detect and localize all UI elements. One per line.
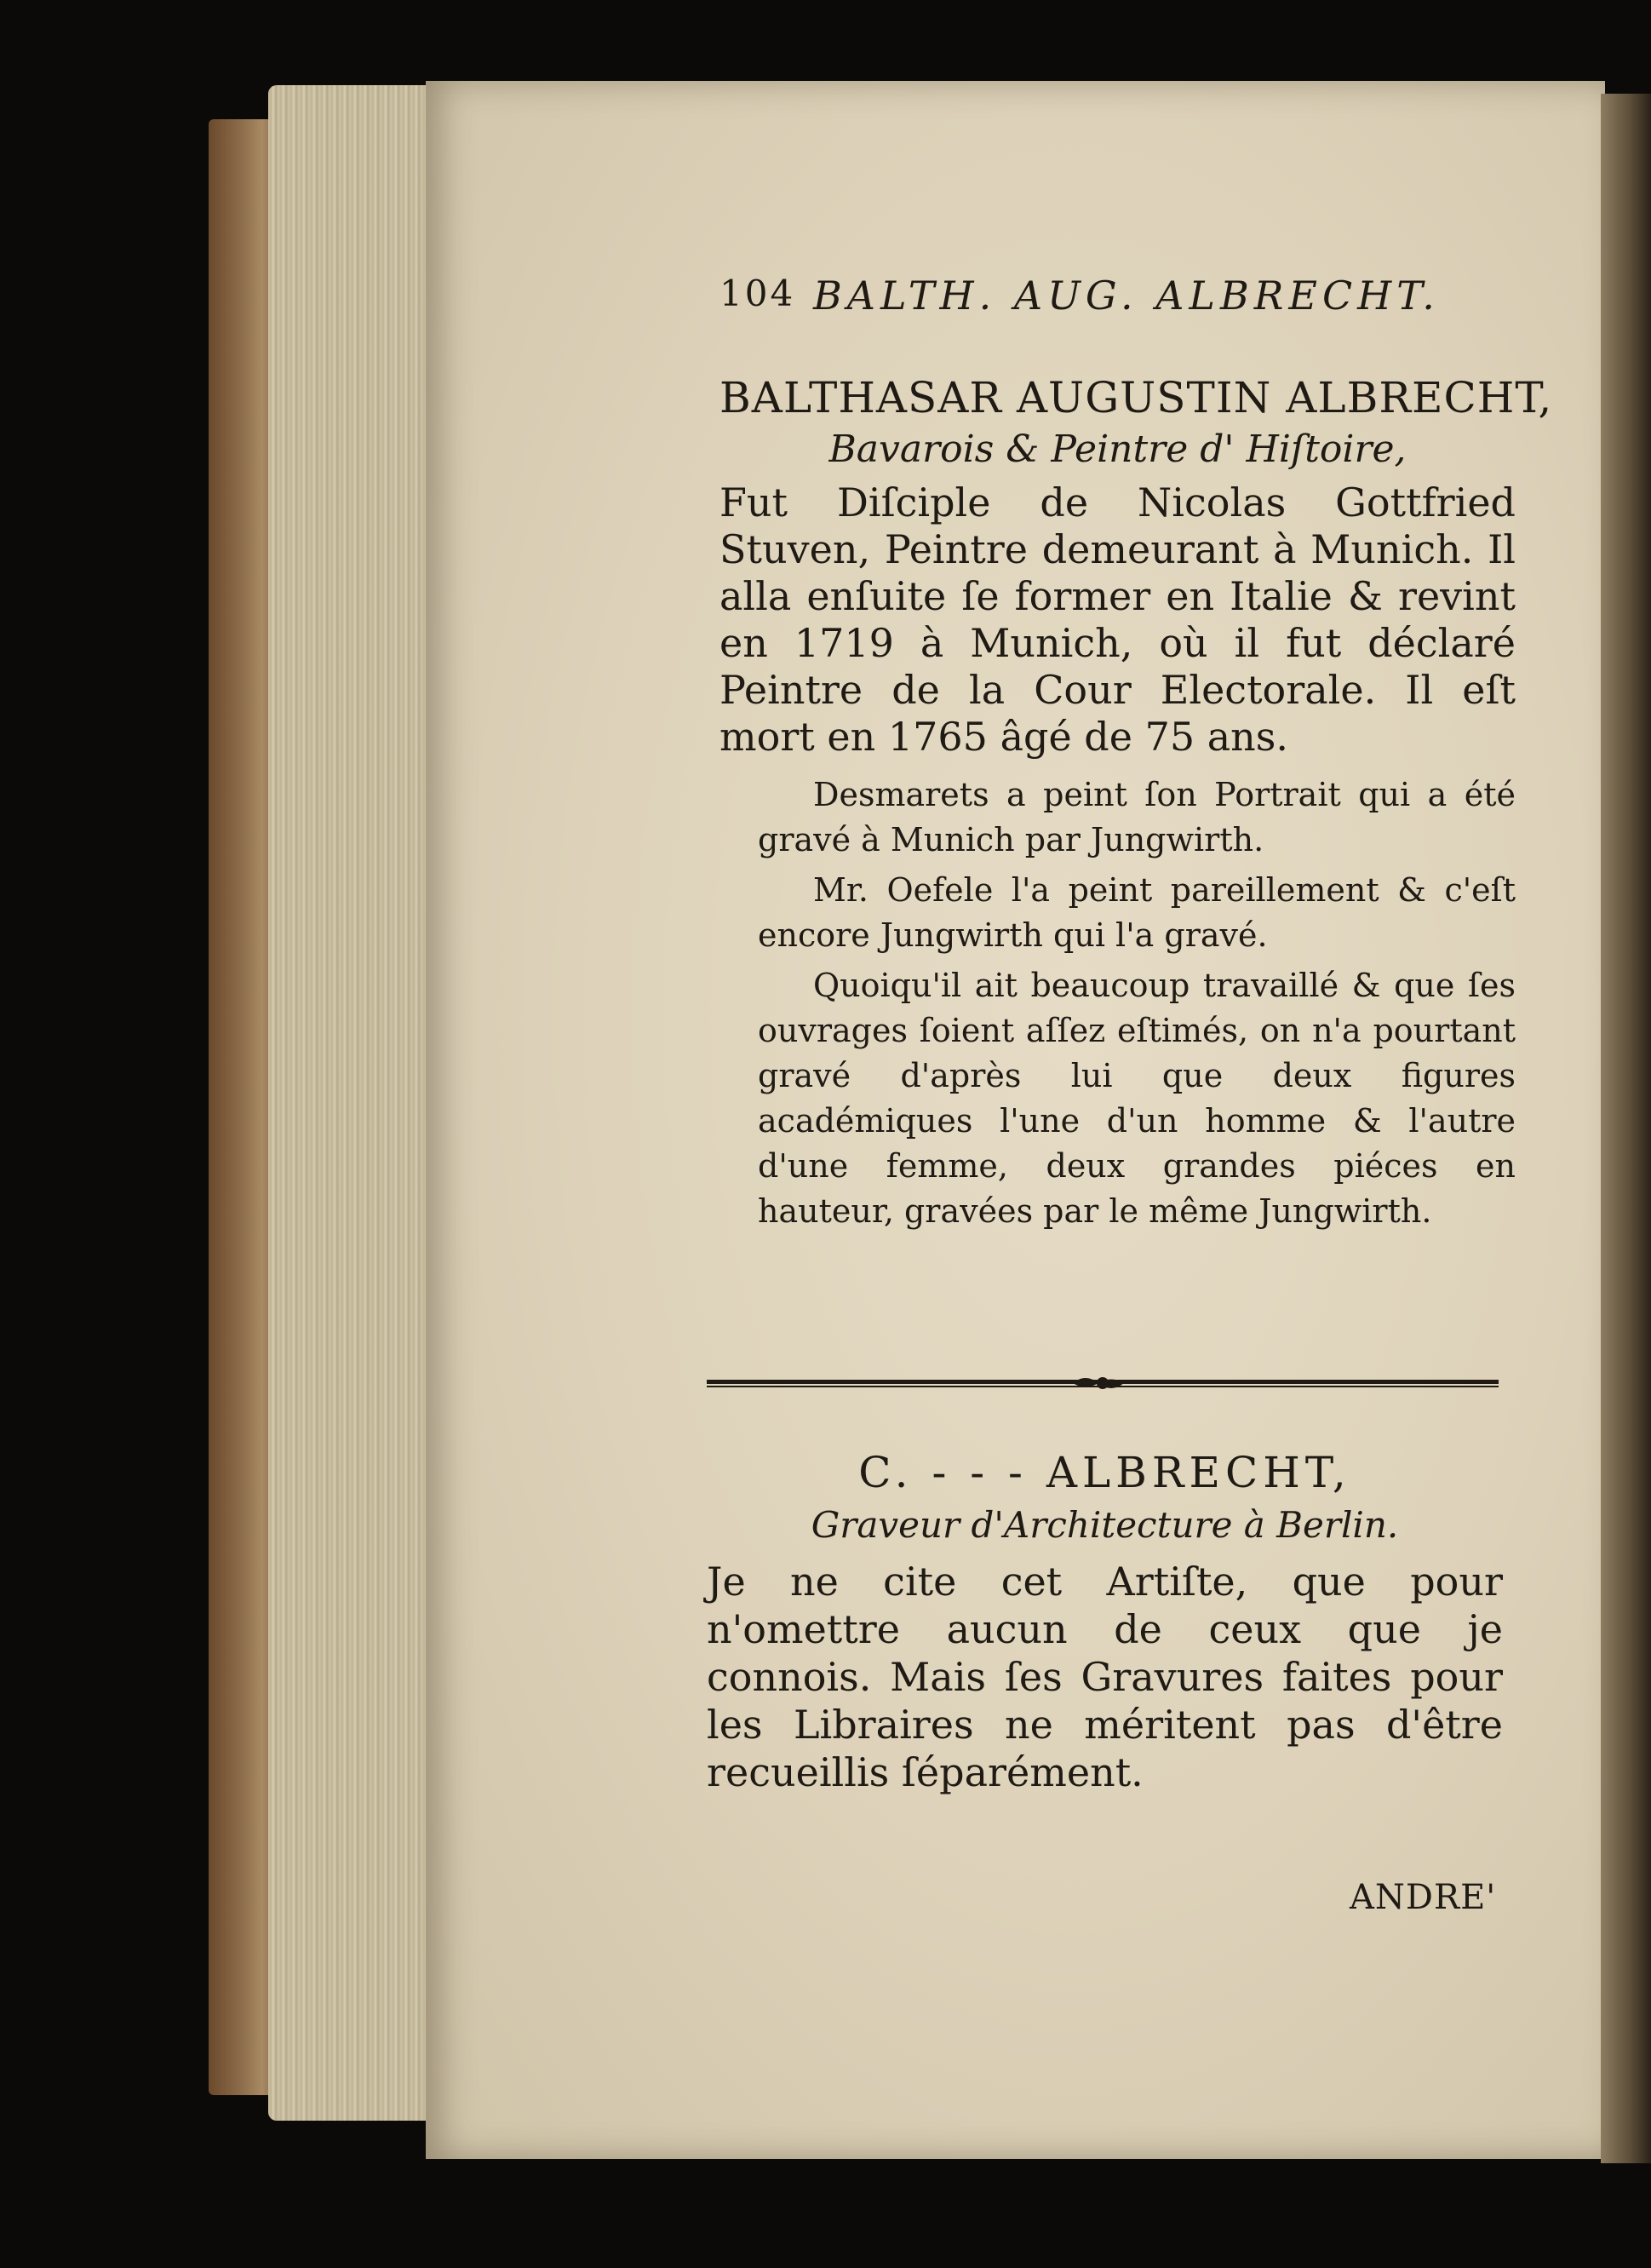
entry-note: Mr. Oefele l'a peint pareillement & c'eſt encore Jungwirth qui l'a gravé. bbox=[758, 871, 1516, 954]
entry-subtitle: Bavarois & Peintre d' Hiſtoire, bbox=[828, 428, 1407, 471]
running-head: BALTH. AUG. ALBRECHT. bbox=[813, 273, 1440, 319]
entry-note: Quoiqu'il ait beaucoup travaillé & que ſes ouvrages ſoient aſſez eſtimés, on n'a pourtant gravé d'après lui que deux figures académiques l'une d'un homme & l'autre d'une femme, deux grandes piéces en hauteur, gravées par le même Jungwirth. bbox=[758, 967, 1516, 1230]
page-number: 104 bbox=[719, 273, 796, 314]
facing-page-edge bbox=[1601, 94, 1651, 2163]
entry-albrecht-c bbox=[707, 1448, 1503, 1796]
entry-albrecht-balthasar bbox=[719, 273, 1553, 1234]
page-stack-edges bbox=[268, 85, 447, 2121]
catchword: ANDRE' bbox=[1350, 1878, 1497, 1917]
entry-title: C. - - - ALBRECHT, bbox=[858, 1448, 1351, 1497]
entry-note: Desmarets a peint ſon Portrait qui a été gravé à Munich par Jungwirth. bbox=[758, 776, 1516, 858]
page-header bbox=[719, 273, 1516, 324]
entry-title: BALTHASAR AUGUSTIN ALBRECHT, bbox=[719, 373, 1553, 422]
entry-subtitle: Graveur d'Architecture à Berlin. bbox=[811, 1504, 1399, 1546]
entry-body: Fut Diſciple de Nicolas Gottfried Stuven, Peintre demeurant à Munich. Il alla enſuite ſe former en Italie & revint en 1719 à Munich, où il fut déclaré Peintre de la Cour Electorale. Il eſt mort en 1765 âgé de 75 ans. bbox=[719, 479, 1516, 760]
section-divider-ornament bbox=[707, 1373, 1499, 1393]
entry-body: Je ne cite cet Artiſte, que pour n'omettre aucun de ceux que je connois. Mais ſes Gravures faites pour les Libraires ne méritent pas d'être recueillis ſéparément. bbox=[707, 1559, 1503, 1795]
